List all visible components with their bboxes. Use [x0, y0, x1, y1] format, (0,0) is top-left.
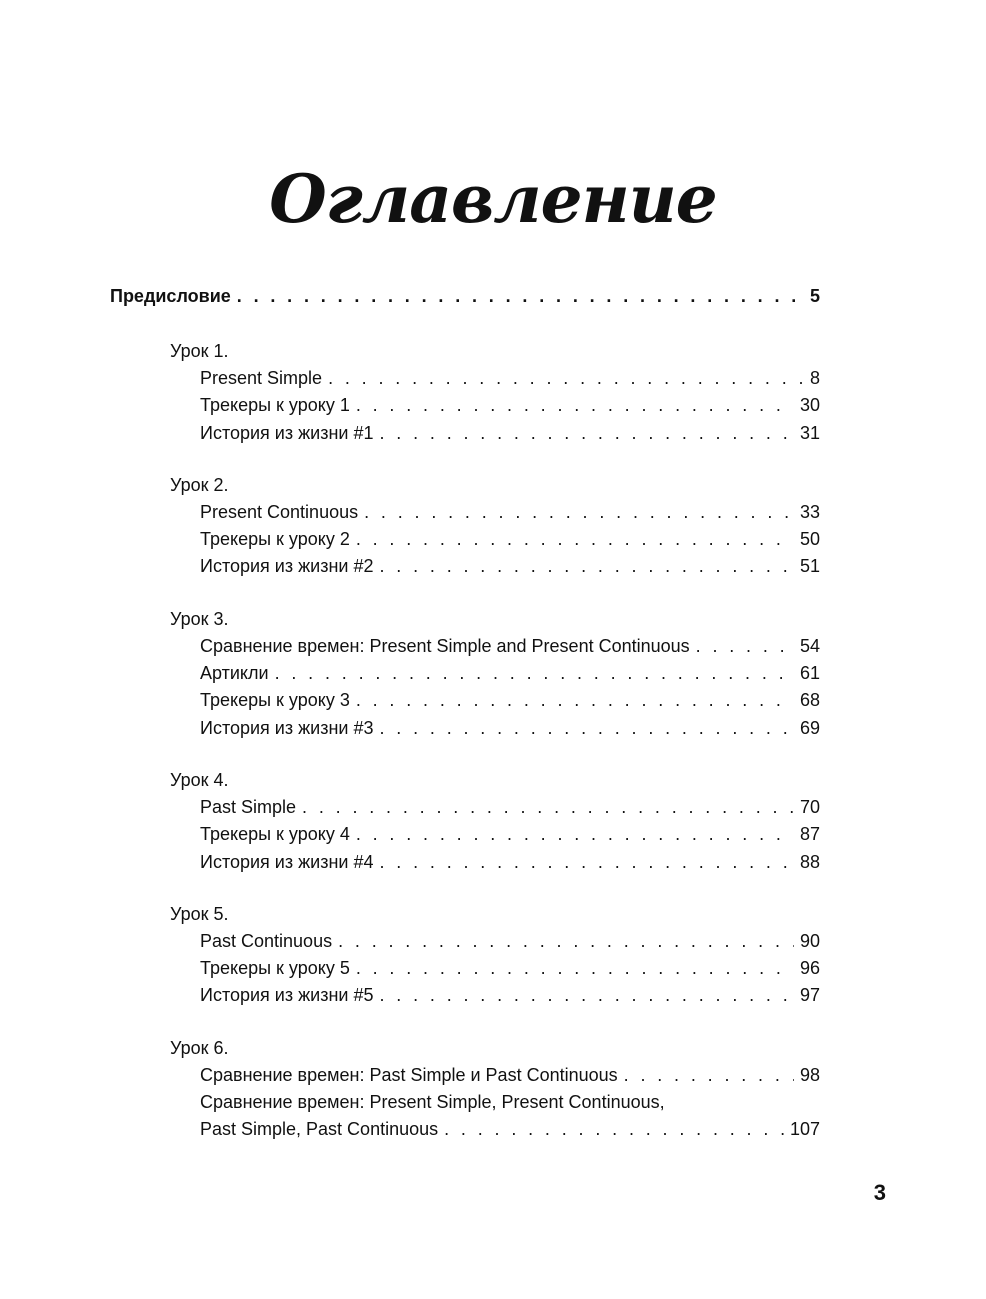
entry-label: Past Simple, Past Continuous [200, 1119, 439, 1140]
entry-page: 5 [809, 286, 820, 306]
toc-entry[interactable] [200, 526, 820, 553]
lesson-title: Урок 4. [170, 769, 229, 790]
entry-label: Трекеры к уроку 5 [200, 958, 350, 979]
entry-label: История из жизни #4 [200, 851, 374, 872]
entry-label: Трекеры к уроку 4 [200, 824, 350, 845]
toc-entry[interactable] [200, 420, 820, 447]
leader-dots [302, 794, 794, 821]
leader-dots [379, 553, 793, 580]
toc-entry-continued[interactable] [200, 1089, 820, 1116]
entry-label: История из жизни #5 [200, 985, 374, 1006]
toc-entry[interactable] [200, 928, 820, 955]
leader-dots [444, 1116, 784, 1143]
entry-label: История из жизни #1 [200, 422, 374, 443]
entry-page: 96 [799, 958, 820, 979]
toc-entry[interactable] [200, 821, 820, 848]
toc-entry[interactable] [200, 499, 820, 526]
entry-page: 87 [799, 824, 820, 845]
toc-entry[interactable] [200, 982, 820, 1009]
leader-dots [379, 849, 793, 876]
lesson-title: Урок 6. [170, 1037, 229, 1058]
entry-label: Трекеры к уроку 2 [200, 529, 350, 550]
toc-entry[interactable] [200, 1116, 820, 1143]
lesson-2 [0, 472, 986, 581]
entry-page: 97 [799, 985, 820, 1006]
leader-dots [338, 928, 794, 955]
entry-label: Present Continuous [200, 501, 359, 522]
entry-page: 68 [799, 690, 820, 711]
entry-page: 31 [799, 422, 820, 443]
entry-page: 51 [799, 556, 820, 577]
entry-page: 54 [799, 635, 820, 656]
lesson-title: Урок 3. [170, 608, 229, 629]
toc-list [0, 338, 986, 1169]
entry-label: Предисловие [110, 286, 231, 306]
toc-entry[interactable] [200, 955, 820, 982]
entry-label: Трекеры к уроку 1 [200, 395, 350, 416]
toc-entry[interactable] [200, 849, 820, 876]
entry-page: 50 [799, 529, 820, 550]
leader-dots [379, 715, 793, 742]
toc-entry[interactable] [200, 687, 820, 714]
leader-dots [356, 955, 794, 982]
leader-dots [237, 286, 804, 307]
entry-label: Past Simple [200, 796, 297, 817]
leader-dots [364, 499, 794, 526]
entry-label: Present Simple [200, 368, 323, 388]
entry-label: История из жизни #2 [200, 556, 374, 577]
entry-label: История из жизни #3 [200, 717, 374, 738]
lesson-title: Урок 5. [170, 903, 229, 924]
page-number: 3 [873, 1180, 886, 1205]
entry-label: Past Continuous [200, 930, 333, 951]
toc-entry-preface[interactable] [110, 286, 820, 307]
leader-dots [356, 526, 794, 553]
lesson-title: Урок 2. [170, 474, 229, 495]
leader-dots [275, 660, 794, 687]
entry-label: Сравнение времен: Past Simple и Past Continuous [200, 1064, 618, 1085]
lesson-3 [0, 606, 986, 742]
entry-page: 8 [809, 368, 820, 388]
entry-page: 98 [799, 1064, 820, 1085]
entry-page: 33 [799, 501, 820, 522]
lesson-4 [0, 767, 986, 876]
toc-entry[interactable] [200, 553, 820, 580]
entry-page: 107 [789, 1119, 820, 1140]
toc-entry[interactable] [200, 365, 820, 392]
toc-entry[interactable] [200, 1062, 820, 1089]
entry-page: 69 [799, 717, 820, 738]
entry-page: 88 [799, 851, 820, 872]
toc-entry[interactable] [200, 794, 820, 821]
toc-title: Оглавление [269, 160, 717, 238]
leader-dots [356, 687, 794, 714]
leader-dots [379, 982, 793, 1009]
lesson-1 [0, 338, 986, 447]
entry-label: Трекеры к уроку 3 [200, 690, 350, 711]
lesson-6 [0, 1035, 986, 1144]
leader-dots [356, 392, 794, 419]
toc-entry[interactable] [200, 392, 820, 419]
entry-page: 61 [799, 663, 820, 684]
leader-dots [328, 365, 804, 392]
toc-entry[interactable] [200, 715, 820, 742]
toc-entry[interactable] [200, 633, 820, 660]
entry-page: 90 [799, 930, 820, 951]
toc-entry[interactable] [200, 660, 820, 687]
entry-page: 70 [799, 796, 820, 817]
leader-dots [624, 1062, 794, 1089]
leader-dots [356, 821, 794, 848]
leader-dots [379, 420, 793, 447]
entry-label: Сравнение времен: Present Simple, Present Continuous, [200, 1092, 665, 1113]
lesson-5 [0, 901, 986, 1010]
entry-label: Сравнение времен: Present Simple and Present Continuous [200, 635, 690, 656]
entry-label: Артикли [200, 663, 269, 684]
leader-dots [696, 633, 794, 660]
entry-page: 30 [799, 395, 820, 416]
lesson-title: Урок 1. [170, 341, 229, 361]
